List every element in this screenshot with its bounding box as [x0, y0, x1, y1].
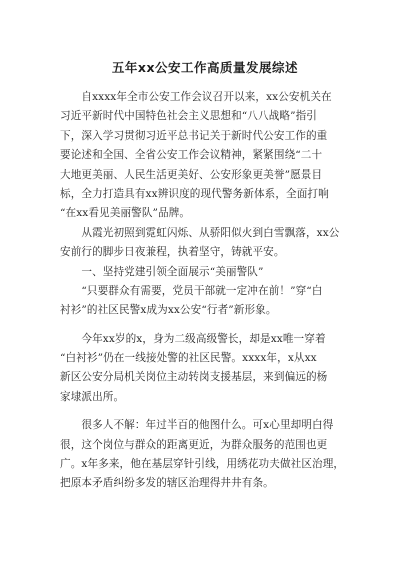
paragraph-spacer — [60, 407, 362, 416]
paragraph-1-line-6: 标，全力打造具有xx辨识度的现代警务新体系，全面打响 — [60, 187, 329, 200]
paragraph-1-line-5: 大地更美丽、人民生活更美好、公安形象更美誉”愿景目 — [60, 168, 323, 181]
paragraph-4-line-4: 家埭派出所。 — [60, 390, 125, 403]
document-title: 五年xx公安工作高质量发展综述 — [111, 60, 299, 75]
paragraph-1-line-2: 习近平新时代中国特色社会主义思想和“八八战略”指引 — [60, 110, 317, 123]
paragraph-spacer — [60, 321, 362, 330]
paragraph-2-line-2: 安前行的脚步日夜兼程，执着坚守，铸就平安。 — [60, 246, 285, 259]
paragraph-5-line-4: 把原本矛盾纠纷多发的辖区治理得井井有条。 — [60, 477, 274, 490]
paragraph-1-line-1: 自xxxx年全市公安工作会议召开以来，xx公安机关在 — [60, 91, 332, 103]
paragraph-1-line-4: 要论述和全国、全省公安工作会议精神，紧紧围绕“二十 — [60, 149, 323, 162]
paragraph-4-line-2: “白衬衫”仍在一线接处警的社区民警。xxxx年，x从xx — [60, 352, 317, 365]
paragraph-5-line-2: 很，这个岗位与群众的距离更近，为群众服务的范围也更 — [60, 438, 328, 451]
paragraph-4-line-3: 新区公安分局机关岗位主动转岗支援基层，来到偏远的杨 — [60, 371, 328, 384]
paragraph-3-line-2: 衬衫”的社区民警x成为xx公安“行者”新形象。 — [60, 304, 277, 317]
paragraph-3-line-1: “只要群众有需要，党员干部就一定冲在前！”穿“白 — [60, 284, 323, 297]
paragraph-5-line-1: 很多人不解：年过半百的他图什么。可x心里却明白得 — [60, 419, 334, 432]
paragraph-1-line-7: “在xx看见美丽警队”品牌。 — [60, 207, 191, 220]
paragraph-2-line-1: 从霞光初照到霓虹闪烁、从骄阳似火到白雪飘落，xx公 — [60, 226, 340, 239]
section-heading-1: 一、坚持党建引领全面展示“美丽警队” — [60, 265, 264, 278]
document-body — [60, 88, 362, 494]
paragraph-4-line-1: 今年xx岁的x，身为二级高级警长，却是xx唯一穿着 — [60, 332, 326, 345]
paragraph-5-line-3: 广。x年多来，他在基层穿针引线，用绣花功夫做社区治理， — [60, 458, 345, 471]
paragraph-1-line-3: 下，深入学习贯彻习近平总书记关于新时代公安工作的重 — [60, 129, 328, 142]
